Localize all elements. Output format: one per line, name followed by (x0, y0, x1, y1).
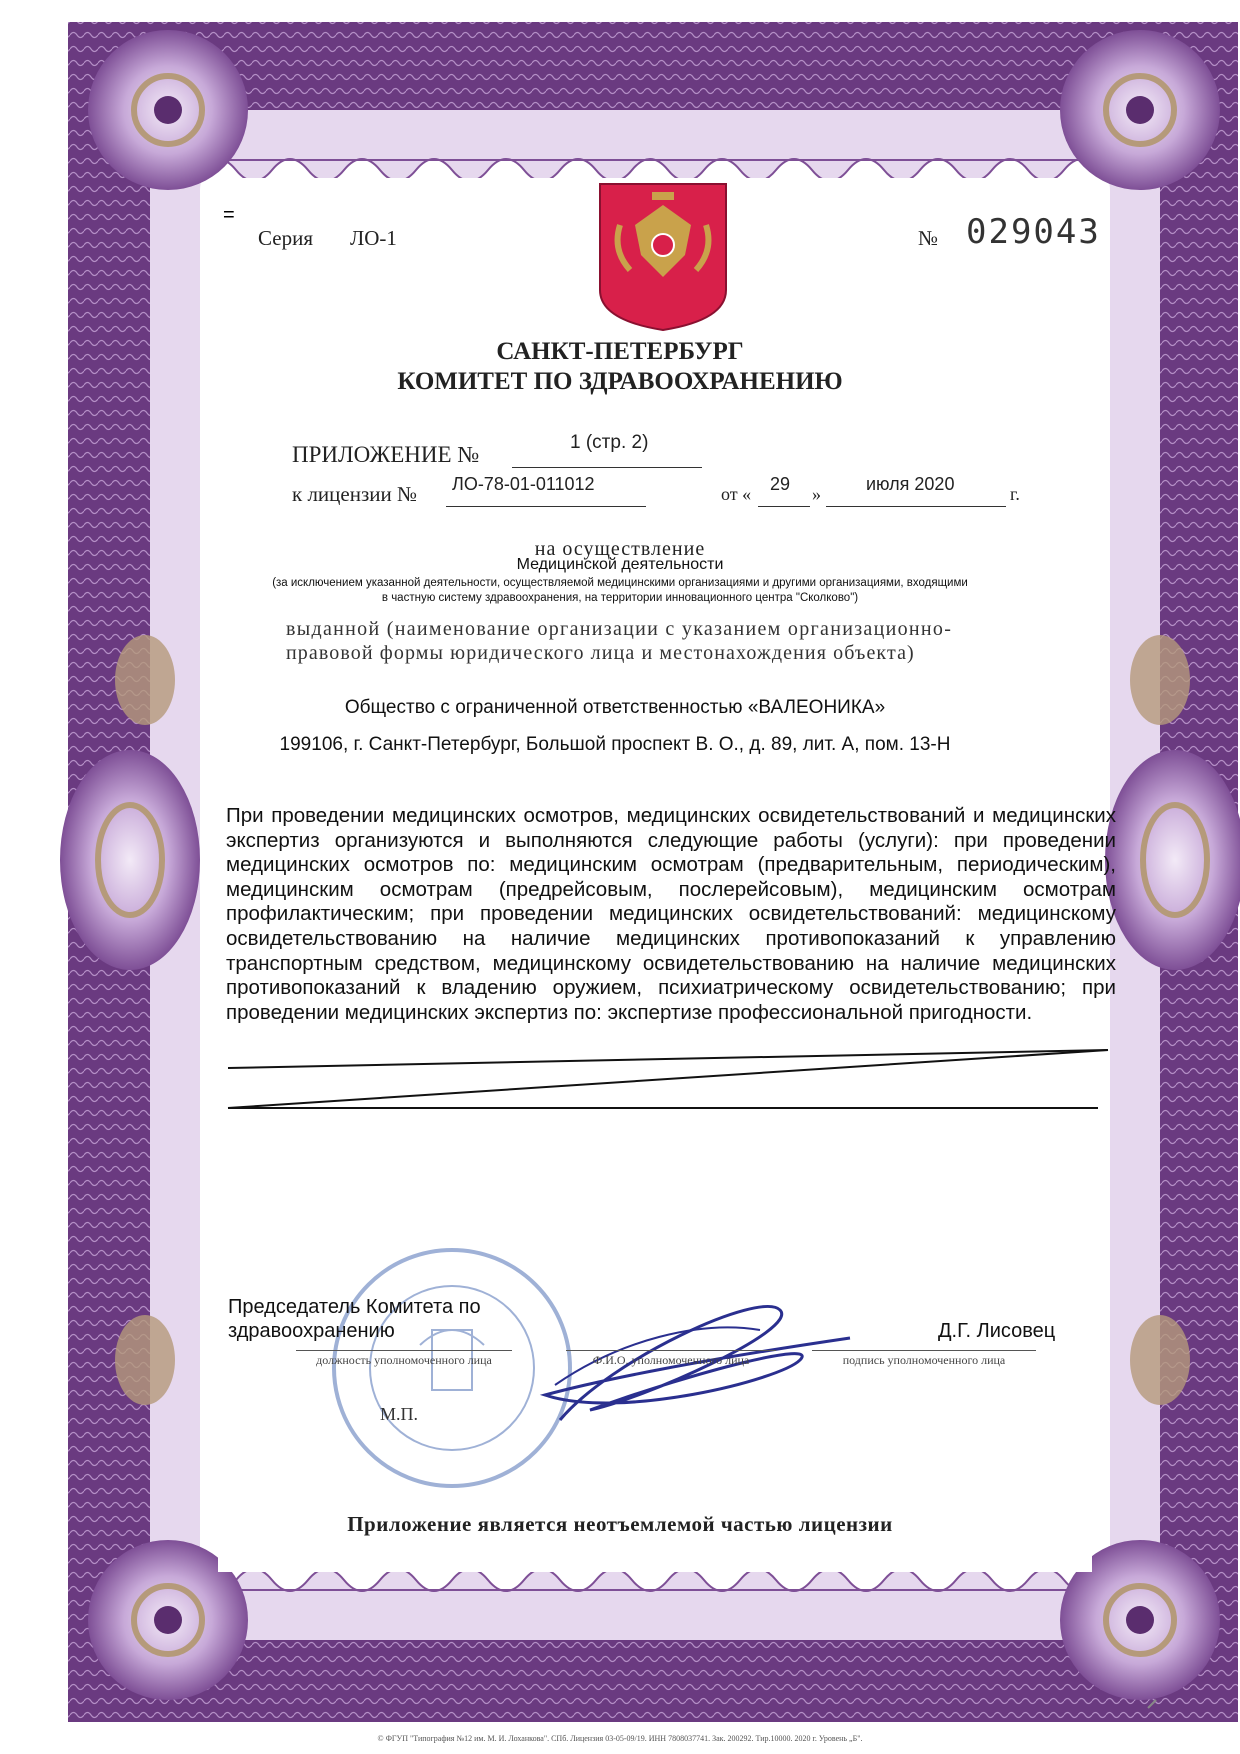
organization-name: Общество с ограниченной ответственностью «ВАЛЕОНИКА» (344, 697, 886, 718)
corner-rosette (88, 30, 248, 190)
date-year-suffix: г. (1010, 484, 1020, 504)
series-label: Серия (258, 226, 313, 250)
coat-of-arms-emblem (600, 184, 726, 330)
signatory-position-line-2: здравоохранению (228, 1320, 395, 1342)
footer-statement: Приложение является неотъемлемой частью лицензии (347, 1512, 893, 1536)
date-close-quote: » (812, 484, 821, 504)
date-from-label: от « (721, 484, 752, 504)
issued-to-caption-line-1: выданной (наименование организации с указанием организационно- (286, 618, 953, 640)
caption-name: Ф.И.О. уполномоченного лица (566, 1350, 776, 1368)
equals-mark: = (223, 204, 235, 226)
appendix-number: 1 (стр. 2) (570, 432, 649, 453)
issuer-city: САНКТ-ПЕТЕРБУРГ (496, 338, 744, 365)
signatory-name: Д.Г. Лисовец (938, 1320, 1056, 1342)
printer-imprint: © ФГУП "Типография №12 им. М. И. Лоханкова". СПб. Лицензия 03-05-09/19. ИНН 7808037741. Зак. 200292. Тир.10000. 2020 г. Уровень „Б". (377, 1734, 863, 1743)
number-sign: № (918, 226, 939, 250)
caption-position: должность уполномоченного лица (296, 1350, 512, 1368)
activity-note-line-2: в частную систему здравоохранения, на территории инновационного центра "Сколково") (381, 592, 859, 604)
issued-to-caption-line-2: правовой формы юридического лица и местонахождения объекта) (286, 642, 915, 664)
date-month-year: июля 2020 (866, 474, 955, 494)
services-description: При проведении медицинских осмотров, медицинских освидетельствований и медицинских экспертиз организуются и выполняются следующие работы (услуги): при проведении медицинских осмотров по: медицинским осмотрам (предварительным, периодическим), медицинским осмотрам (предрейсовым, послерейсовым), медицинским осмотрам профилактическим; при проведении медицинских освидетельствований: медицинскому освидетельствованию на наличие медицинских противопоказаний к управлению транспортным средством, медицинскому освидетельствованию на наличие медицинских противопоказаний к владению оружием, психиатрическому освидетельствованию; при проведении медицинских экспертиз по: экспертизе профессиональной пригодности. (226, 804, 1116, 1024)
activity-intro: на осуществление (534, 538, 706, 560)
activity-title: Медицинской деятельности (516, 556, 724, 573)
license-number: ЛО-78-01-011012 (452, 474, 595, 494)
issuer-committee: КОМИТЕТ ПО ЗДРАВООХРАНЕНИЮ (397, 368, 843, 395)
license-form-number: 029043 (966, 212, 1101, 252)
appendix-label: ПРИЛОЖЕНИЕ № (292, 442, 480, 467)
organization-address: 199106, г. Санкт-Петербург, Большой проспект В. О., д. 89, лит. А, пом. 13-Н (279, 734, 951, 755)
stamp-place-mark: М.П. (380, 1404, 419, 1424)
caption-signature: подпись уполномоченного лица (812, 1350, 1036, 1368)
activity-note-line-1: (за исключением указанной деятельности, осуществляемой медицинскими организациями и другими организациями, входящими (272, 577, 968, 589)
series-value: ЛО-1 (350, 226, 397, 250)
signatory-position-line-1: Председатель Комитета по (228, 1296, 481, 1318)
license-label: к лицензии № (292, 482, 418, 506)
date-day: 29 (770, 474, 791, 494)
